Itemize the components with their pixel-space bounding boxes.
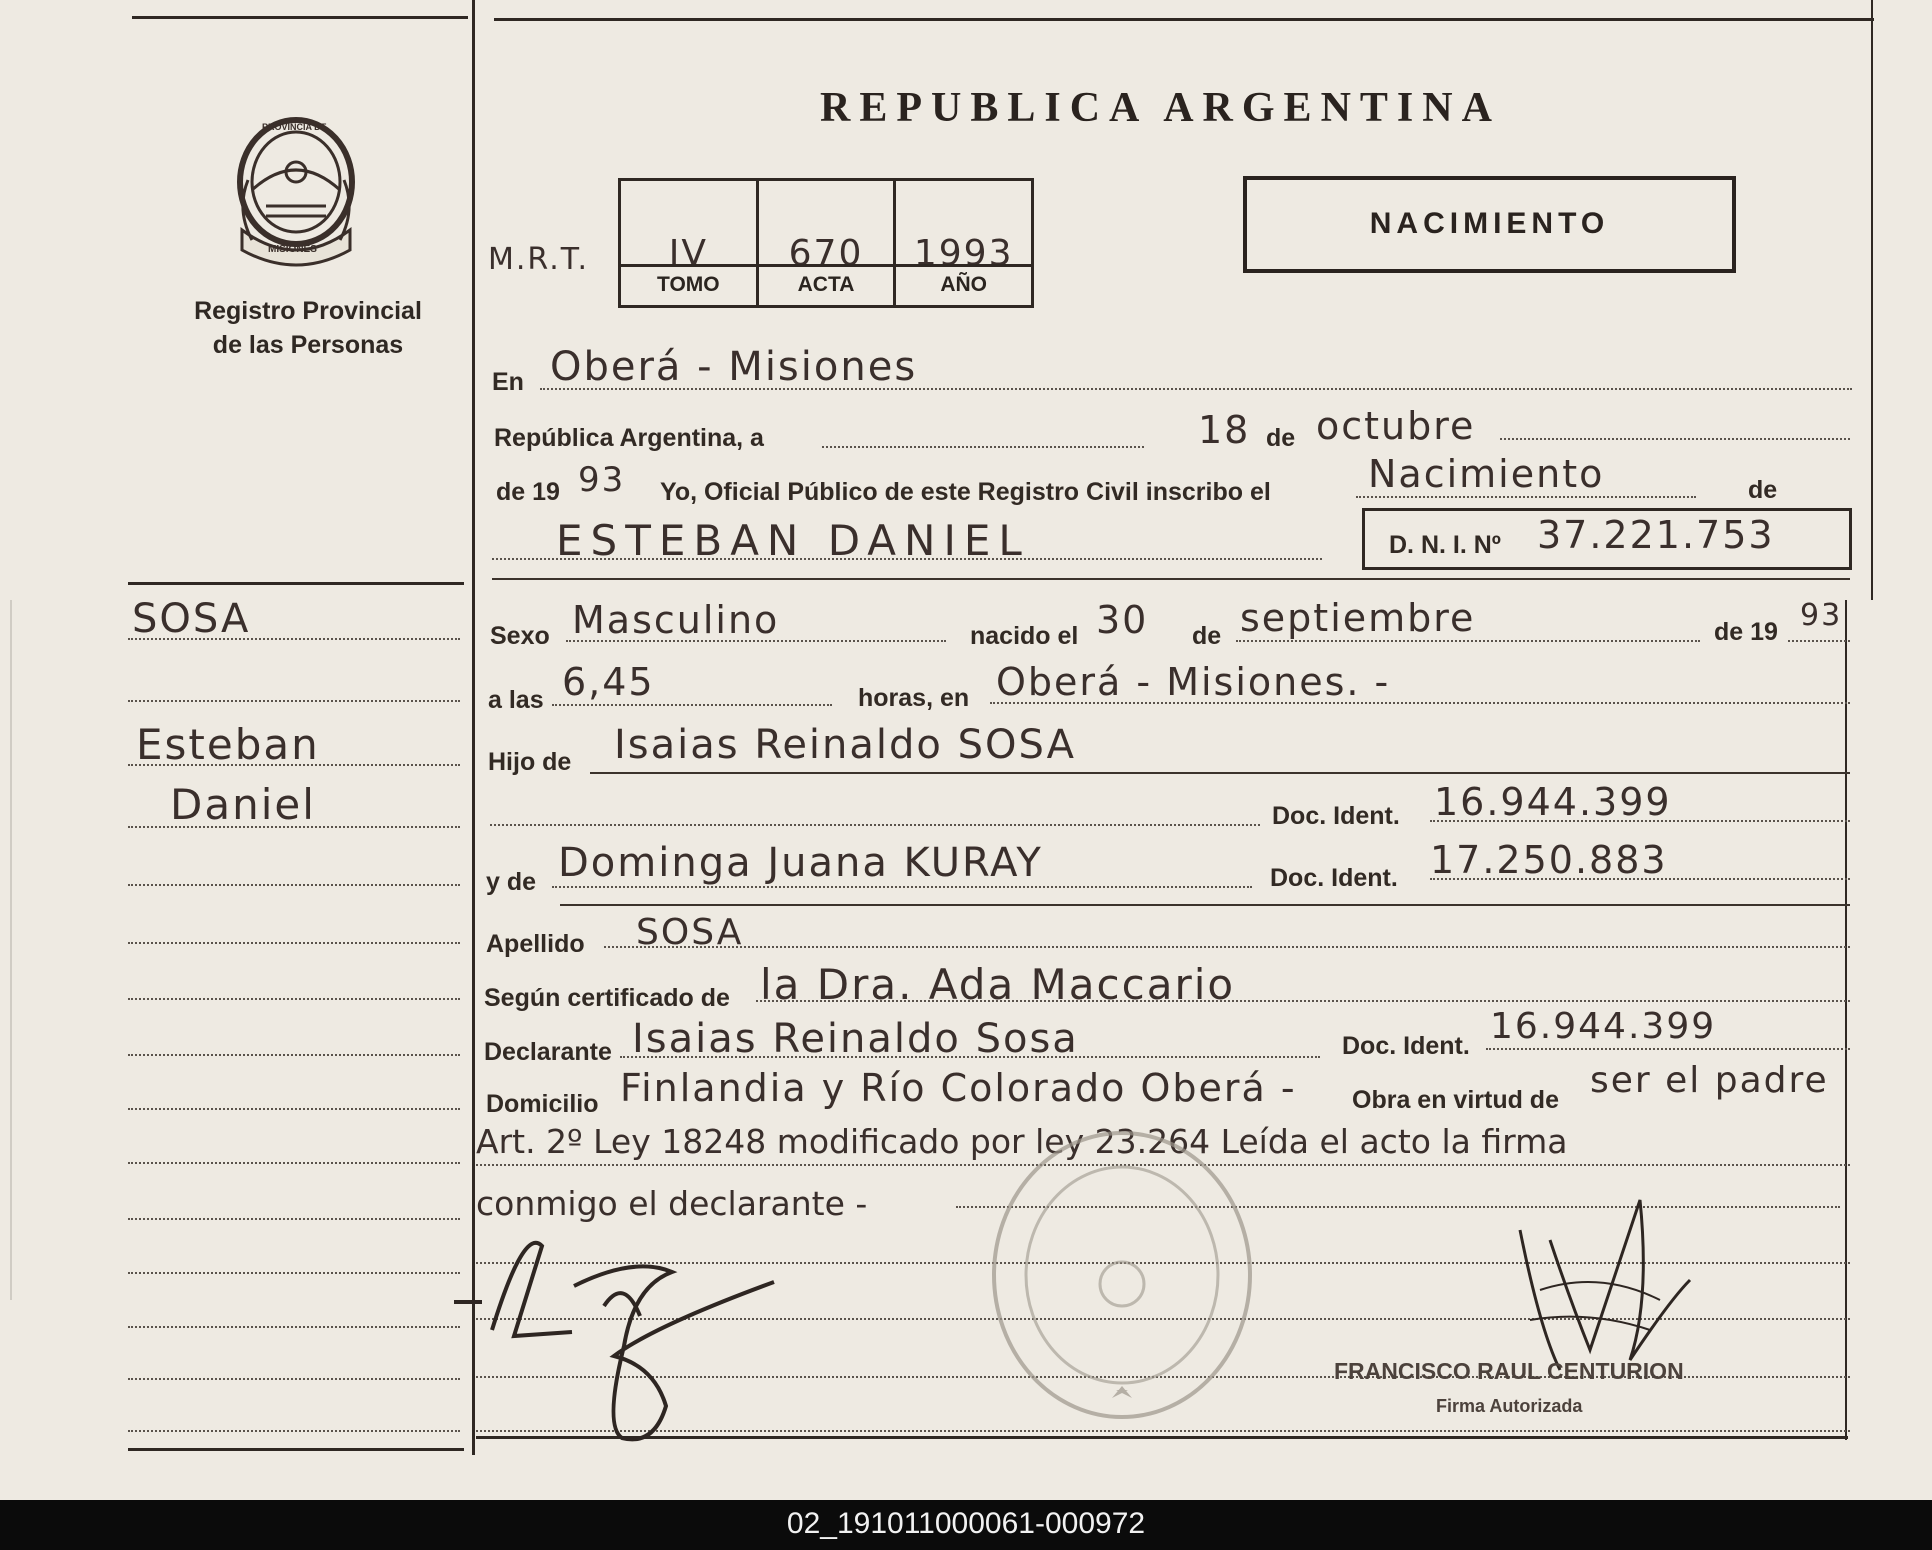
birth-year-prefix: de 19 — [1714, 618, 1778, 646]
father-name-line — [590, 772, 1850, 774]
right-border-lower — [1845, 600, 1847, 1440]
official-stamp — [988, 1126, 1256, 1424]
mother-name-value: Dominga Juana KURAY — [558, 840, 1043, 886]
official-signature — [1500, 1180, 1700, 1380]
top-rule-left — [132, 16, 468, 19]
tomo-value: IV — [668, 233, 708, 274]
birth-place-line — [990, 702, 1850, 704]
birth-place-value: Oberá - Misiones. - — [996, 660, 1391, 704]
hijo-label: Hijo de — [488, 748, 572, 776]
record-cell-acta — [759, 181, 897, 305]
record-type-box — [1243, 176, 1736, 273]
y-de-label: y de — [486, 868, 537, 896]
apellido-line — [604, 946, 1850, 948]
place-value: Oberá - Misiones — [550, 344, 918, 390]
apellido-value: SOSA — [636, 912, 744, 953]
seal-text-top: PROVINCIA DE — [262, 122, 327, 132]
date-line-1 — [822, 446, 1144, 448]
hour-line — [552, 704, 832, 706]
father-doc-line — [1430, 820, 1850, 822]
dni-value: 37.221.753 — [1537, 513, 1775, 557]
right-border — [1871, 0, 1873, 600]
year-suffix: 93 — [578, 460, 626, 500]
birth-month-value: septiembre — [1240, 596, 1476, 640]
declarante-label: Declarante — [484, 1038, 612, 1066]
sexo-line — [566, 640, 946, 642]
republica-label: República Argentina, a — [494, 424, 764, 452]
page-fold — [10, 600, 12, 1300]
sidebar-line-11 — [128, 1218, 460, 1220]
declarant-signature — [454, 1226, 784, 1466]
left-section-rule — [128, 582, 464, 585]
year-prefix: de 19 — [496, 478, 560, 506]
nacido-label: nacido el — [970, 622, 1079, 650]
person-name-line — [492, 558, 1322, 560]
horas-label: horas, en — [858, 684, 970, 712]
certificado-value: la Dra. Ada Maccario — [760, 960, 1236, 1009]
declarante-line — [620, 1056, 1320, 1058]
acta-header: ACTA — [759, 264, 894, 305]
sidebar-line-4 — [128, 826, 460, 828]
registry-name — [150, 294, 466, 362]
sidebar-surname: SOSA — [132, 596, 251, 642]
sidebar-line-7 — [128, 998, 460, 1000]
sidebar-given-name-2: Daniel — [170, 780, 316, 829]
sidebar-line-6 — [128, 942, 460, 944]
de-label-1: de — [1266, 424, 1296, 452]
sexo-value: Masculino — [572, 598, 780, 642]
dni-label: D. N. I. Nº — [1389, 531, 1501, 559]
record-table — [618, 178, 1034, 308]
legal-line-1: Art. 2º Ley 18248 modificado por ley 23.264 Leída el acto la firma — [476, 1122, 1568, 1161]
sidebar-given-name-1: Esteban — [136, 720, 320, 769]
sidebar-line-5 — [128, 884, 460, 886]
acta-value: 670 — [788, 233, 864, 274]
dni-box — [1362, 508, 1852, 570]
record-type-label: NACIMIENTO — [1369, 207, 1610, 240]
date-line-2 — [1500, 438, 1850, 440]
registry-name-line1: Registro Provincial — [194, 297, 422, 325]
declarante-doc-value: 16.944.399 — [1490, 1006, 1717, 1047]
left-bottom-rule — [128, 1448, 464, 1451]
sidebar-line-15 — [128, 1430, 460, 1432]
sidebar-line-3 — [128, 764, 460, 766]
country-title: REPUBLICA ARGENTINA — [820, 85, 1501, 131]
ano-value: 1993 — [913, 233, 1014, 274]
birth-day-value: 30 — [1096, 598, 1149, 642]
a-las-label: a las — [488, 686, 544, 714]
registry-name-line2: de las Personas — [212, 331, 404, 359]
sidebar-line-12 — [128, 1272, 460, 1274]
father-name-value: Isaias Reinaldo SOSA — [614, 722, 1076, 768]
en-label: En — [492, 368, 524, 396]
father-extra-line — [490, 824, 1260, 826]
birth-year-suffix: 93 — [1800, 598, 1843, 633]
legal-line-2: conmigo el declarante - — [476, 1184, 868, 1223]
father-doc-value: 16.944.399 — [1434, 780, 1672, 824]
declarante-doc-line — [1486, 1048, 1850, 1050]
domicilio-label: Domicilio — [486, 1090, 599, 1118]
signatory-title: Firma Autorizada — [1436, 1396, 1583, 1416]
day-value: 18 — [1198, 408, 1251, 452]
person-name-value: ESTEBAN DANIEL — [556, 516, 1030, 565]
apellido-label: Apellido — [486, 930, 585, 958]
sidebar-line-14 — [128, 1378, 460, 1380]
place-line — [540, 388, 1852, 390]
signatory-name: FRANCISCO RAUL CENTURION — [1334, 1358, 1684, 1384]
act-type-value: Nacimiento — [1368, 452, 1605, 496]
obra-label: Obra en virtud de — [1352, 1086, 1559, 1114]
record-cell-tomo — [621, 181, 759, 305]
mother-doc-line — [1430, 878, 1850, 880]
doc-ident-label-3: Doc. Ident. — [1342, 1032, 1470, 1060]
certificado-line — [756, 1000, 1850, 1002]
mother-name-line — [552, 886, 1252, 888]
seal-text-bottom: MISIONES — [268, 244, 317, 255]
domicilio-value: Finlandia y Río Colorado Oberá - — [620, 1066, 1297, 1110]
sexo-label: Sexo — [490, 622, 550, 650]
sidebar-line-9 — [128, 1108, 460, 1110]
misiones-seal — [226, 110, 366, 268]
doc-ident-label-2: Doc. Ident. — [1270, 864, 1398, 892]
section-rule-2 — [560, 904, 1850, 906]
top-rule-right — [494, 18, 1874, 21]
de-label-3: de — [1192, 622, 1222, 650]
sidebar-line-8 — [128, 1054, 460, 1056]
declarante-value: Isaias Reinaldo Sosa — [632, 1016, 1079, 1062]
month-value: octubre — [1316, 404, 1476, 448]
mrt-label: M.R.T. — [488, 242, 590, 277]
sidebar-line-2 — [128, 700, 460, 702]
birth-month-line — [1236, 640, 1700, 642]
sidebar-line-10 — [128, 1162, 460, 1164]
de-label-2: de — [1748, 476, 1778, 504]
registrar-statement: Yo, Oficial Público de este Registro Civil inscribo el — [660, 478, 1271, 506]
birth-year-line — [1788, 640, 1850, 642]
document-code: 02_191011000061-000972 — [786, 1507, 1146, 1540]
ano-header: AÑO — [896, 264, 1031, 305]
record-cell-ano — [896, 181, 1031, 305]
tomo-header: TOMO — [621, 264, 756, 305]
hour-value: 6,45 — [562, 660, 655, 704]
obra-value: ser el padre — [1590, 1060, 1829, 1101]
doc-ident-label-1: Doc. Ident. — [1272, 802, 1400, 830]
sidebar-line-13 — [128, 1326, 460, 1328]
section-rule-1 — [492, 578, 1850, 580]
mother-doc-value: 17.250.883 — [1430, 838, 1668, 882]
segun-label: Según certificado de — [484, 984, 730, 1012]
sidebar-line-1 — [128, 638, 460, 640]
act-type-line — [1356, 496, 1696, 498]
